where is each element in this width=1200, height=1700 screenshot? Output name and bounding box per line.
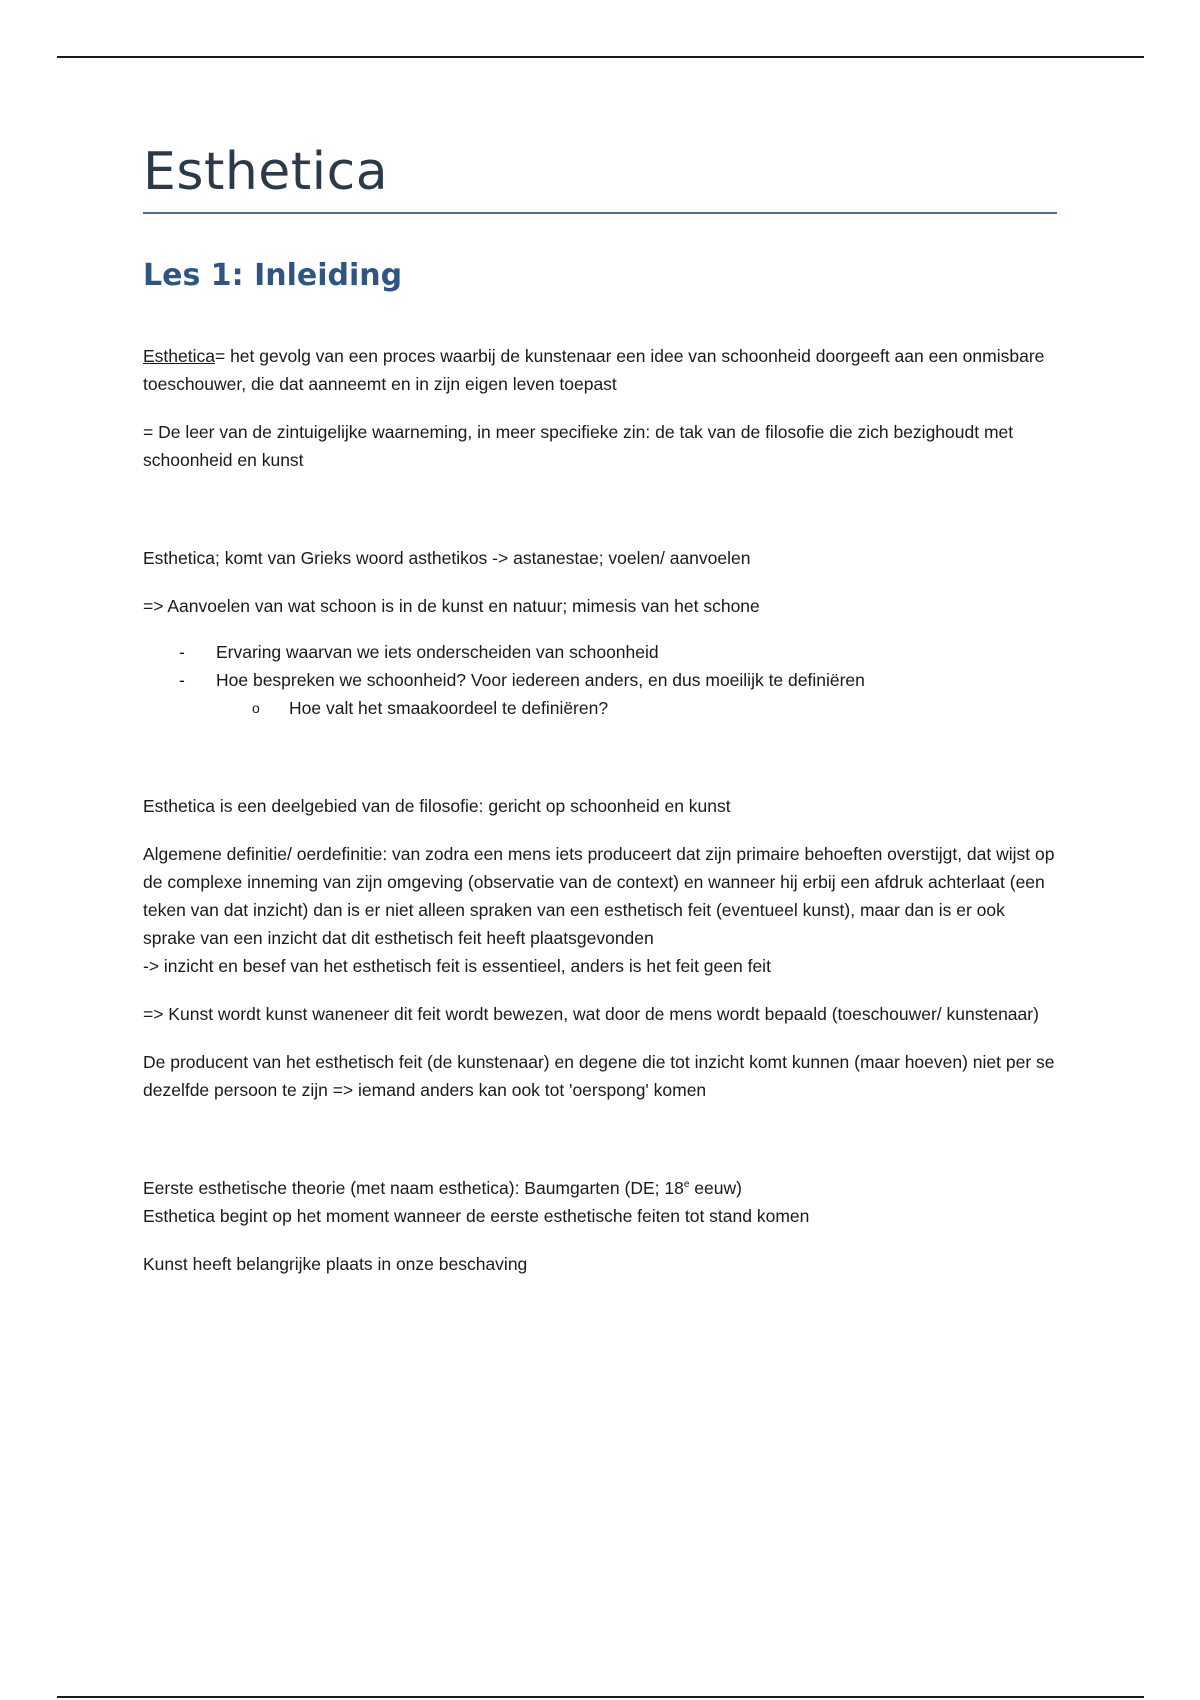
- bullet-list: [143, 638, 1057, 722]
- definition-term: Esthetica: [143, 346, 215, 366]
- definition-text: = het gevolg van een proces waarbij de kunstenaar een idee van schoonheid doorgeeft aan een onmisbare toeschouwer, die dat aanneemt en in zijn eigen leven toepast: [143, 346, 1045, 394]
- sub-list-item: [216, 694, 1057, 722]
- list-item-text: Ervaring waarvan we iets onderscheiden van schoonheid: [216, 642, 659, 662]
- art-place-paragraph: Kunst heeft belangrijke plaats in onze beschaving: [143, 1254, 528, 1274]
- subdomain-paragraph: Esthetica is een deelgebied van de filosofie: gericht op schoonheid en kunst: [143, 796, 731, 816]
- sub-bullet-list: [216, 694, 1057, 722]
- art-becomes-paragraph: => Kunst wordt kunst waneneer dit feit wordt bewezen, wat door de mens wordt bepaald (toeschouwer/ kunstenaar): [143, 1004, 1039, 1024]
- definition-paragraph-1: [143, 342, 1057, 398]
- feeling-paragraph: => Aanvoelen van wat schoon is in de kunst en natuur; mimesis van het schone: [143, 596, 760, 616]
- producer-paragraph: De producent van het esthetisch feit (de kunstenaar) en degene die tot inzicht komt kunnen (maar hoeven) niet per se dezelfde persoon te zijn => iemand anders kan ook tot 'oerspong' komen: [143, 1052, 1055, 1100]
- list-item: [143, 638, 1057, 666]
- definition-paragraph-2: = De leer van de zintuigelijke waarneming, in meer specifieke zin: de tak van de filosofie die zich bezighoudt met schoonheid en kunst: [143, 422, 1014, 470]
- footer-rule: [57, 1696, 1144, 1698]
- dash-marker: -: [179, 642, 185, 662]
- sub-list-item-text: Hoe valt het smaakoordeel te definiëren?: [289, 698, 609, 718]
- dash-marker: -: [179, 670, 185, 690]
- insight-text: -> inzicht en besef van het esthetisch feit is essentieel, anders is het feit geen feit: [143, 956, 771, 976]
- document-body: [143, 140, 1057, 1278]
- lesson-heading: Les 1: Inleiding: [143, 258, 403, 293]
- general-definition-paragraph: [143, 840, 1057, 980]
- first-theory-text: Eerste esthetische theorie (met naam esthetica): Baumgarten (DE; 18: [143, 1178, 684, 1198]
- general-definition-text: Algemene definitie/ oerdefinitie: van zodra een mens iets produceert dat zijn primaire behoeften overstijgt, dat wijst op de complexe inneming van zijn omgeving (observatie van de context) en wanneer hij erbij een afdruk achterlaat (een teken van dat inzicht) dan is er niet alleen spraken van een esthetisch feit (eventueel kunst), maar dan is er ook sprake van een inzicht dat dit esthetisch feit heeft plaatsgevonden: [143, 844, 1055, 948]
- list-item-text: Hoe bespreken we schoonheid? Voor iedereen anders, en dus moeilijk te definiëren: [216, 670, 865, 690]
- circle-marker: o: [252, 700, 260, 716]
- first-theory-end: eeuw): [689, 1178, 742, 1198]
- begins-text: Esthetica begint op het moment wanneer de eerste esthetische feiten tot stand komen: [143, 1206, 810, 1226]
- list-item: [143, 666, 1057, 722]
- ordinal-superscript: e: [683, 1179, 690, 1191]
- etymology-paragraph: Esthetica; komt van Grieks woord asthetikos -> astanestae; voelen/ aanvoelen: [143, 548, 751, 568]
- header-rule: [57, 56, 1144, 58]
- first-theory-paragraph: [143, 1174, 1057, 1230]
- document-title: Esthetica: [143, 140, 1057, 214]
